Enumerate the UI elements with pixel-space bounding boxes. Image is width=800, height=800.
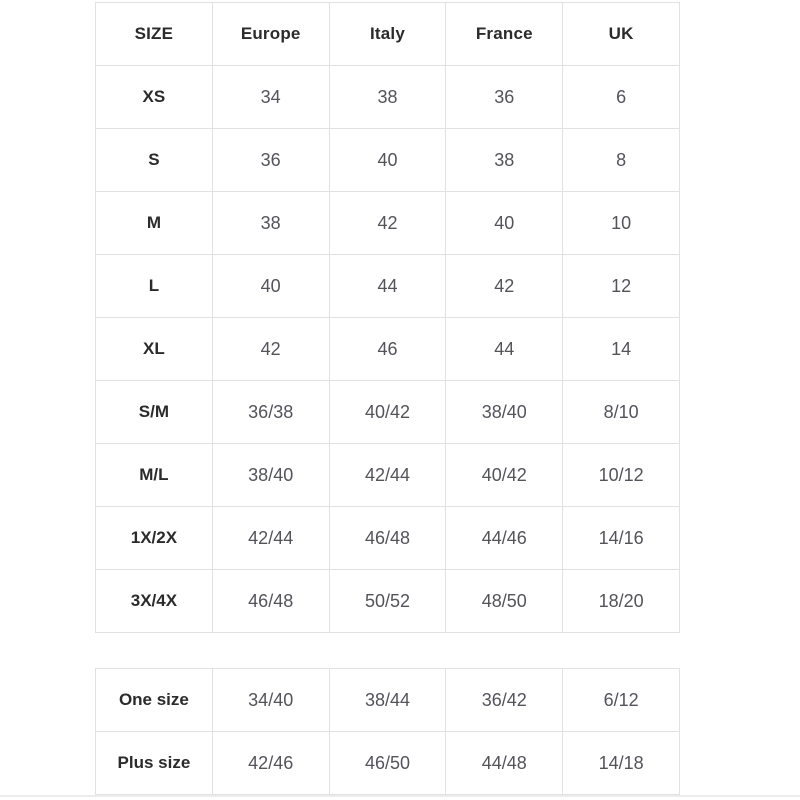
single-size-table-body: [96, 669, 680, 795]
value-cell: 14: [563, 318, 680, 381]
table-row: [96, 66, 680, 129]
value-cell: 40: [329, 129, 446, 192]
value-cell: 46/48: [212, 570, 329, 633]
value-cell: 42: [212, 318, 329, 381]
size-table-header: [96, 3, 680, 66]
value-cell: 34: [212, 66, 329, 129]
value-cell: 44/48: [446, 732, 563, 795]
table-row: [96, 255, 680, 318]
size-label-cell: M/L: [96, 444, 213, 507]
size-label-cell: Plus size: [96, 732, 213, 795]
value-cell: 38: [329, 66, 446, 129]
table-row: [96, 444, 680, 507]
value-cell: 50/52: [329, 570, 446, 633]
value-cell: 6/12: [563, 669, 680, 732]
value-cell: 38/44: [329, 669, 446, 732]
value-cell: 36/38: [212, 381, 329, 444]
size-conversion-table: [95, 2, 680, 633]
value-cell: 36: [212, 129, 329, 192]
value-cell: 6: [563, 66, 680, 129]
size-label-cell: S/M: [96, 381, 213, 444]
table-row: [96, 570, 680, 633]
size-label-cell: XL: [96, 318, 213, 381]
size-table-body: [96, 66, 680, 633]
value-cell: 36: [446, 66, 563, 129]
column-header-uk: UK: [563, 3, 680, 66]
value-cell: 44: [329, 255, 446, 318]
value-cell: 40: [446, 192, 563, 255]
value-cell: 46/50: [329, 732, 446, 795]
value-cell: 46: [329, 318, 446, 381]
table-row: [96, 129, 680, 192]
size-label-cell: L: [96, 255, 213, 318]
table-row: [96, 669, 680, 732]
value-cell: 18/20: [563, 570, 680, 633]
size-label-cell: One size: [96, 669, 213, 732]
value-cell: 42: [329, 192, 446, 255]
value-cell: 40/42: [446, 444, 563, 507]
value-cell: 12: [563, 255, 680, 318]
value-cell: 44/46: [446, 507, 563, 570]
bottom-divider: [0, 795, 800, 797]
column-header-france: France: [446, 3, 563, 66]
value-cell: 42/44: [212, 507, 329, 570]
column-header-europe: Europe: [212, 3, 329, 66]
value-cell: 40: [212, 255, 329, 318]
table-row: [96, 192, 680, 255]
value-cell: 10: [563, 192, 680, 255]
value-cell: 42/46: [212, 732, 329, 795]
value-cell: 38/40: [212, 444, 329, 507]
one-size-plus-size-table: [95, 668, 680, 795]
table-row: [96, 318, 680, 381]
value-cell: 38: [446, 129, 563, 192]
value-cell: 44: [446, 318, 563, 381]
column-header-italy: Italy: [329, 3, 446, 66]
table-row: [96, 732, 680, 795]
value-cell: 48/50: [446, 570, 563, 633]
table-row: [96, 507, 680, 570]
size-label-cell: 3X/4X: [96, 570, 213, 633]
value-cell: 34/40: [212, 669, 329, 732]
value-cell: 8/10: [563, 381, 680, 444]
header-row: [96, 3, 680, 66]
value-cell: 38: [212, 192, 329, 255]
size-label-cell: M: [96, 192, 213, 255]
value-cell: 40/42: [329, 381, 446, 444]
size-label-cell: XS: [96, 66, 213, 129]
value-cell: 42/44: [329, 444, 446, 507]
size-label-cell: 1X/2X: [96, 507, 213, 570]
table-row: [96, 381, 680, 444]
value-cell: 38/40: [446, 381, 563, 444]
value-cell: 10/12: [563, 444, 680, 507]
size-label-cell: S: [96, 129, 213, 192]
value-cell: 36/42: [446, 669, 563, 732]
value-cell: 42: [446, 255, 563, 318]
value-cell: 14/16: [563, 507, 680, 570]
value-cell: 46/48: [329, 507, 446, 570]
value-cell: 8: [563, 129, 680, 192]
column-header-size: SIZE: [96, 3, 213, 66]
value-cell: 14/18: [563, 732, 680, 795]
